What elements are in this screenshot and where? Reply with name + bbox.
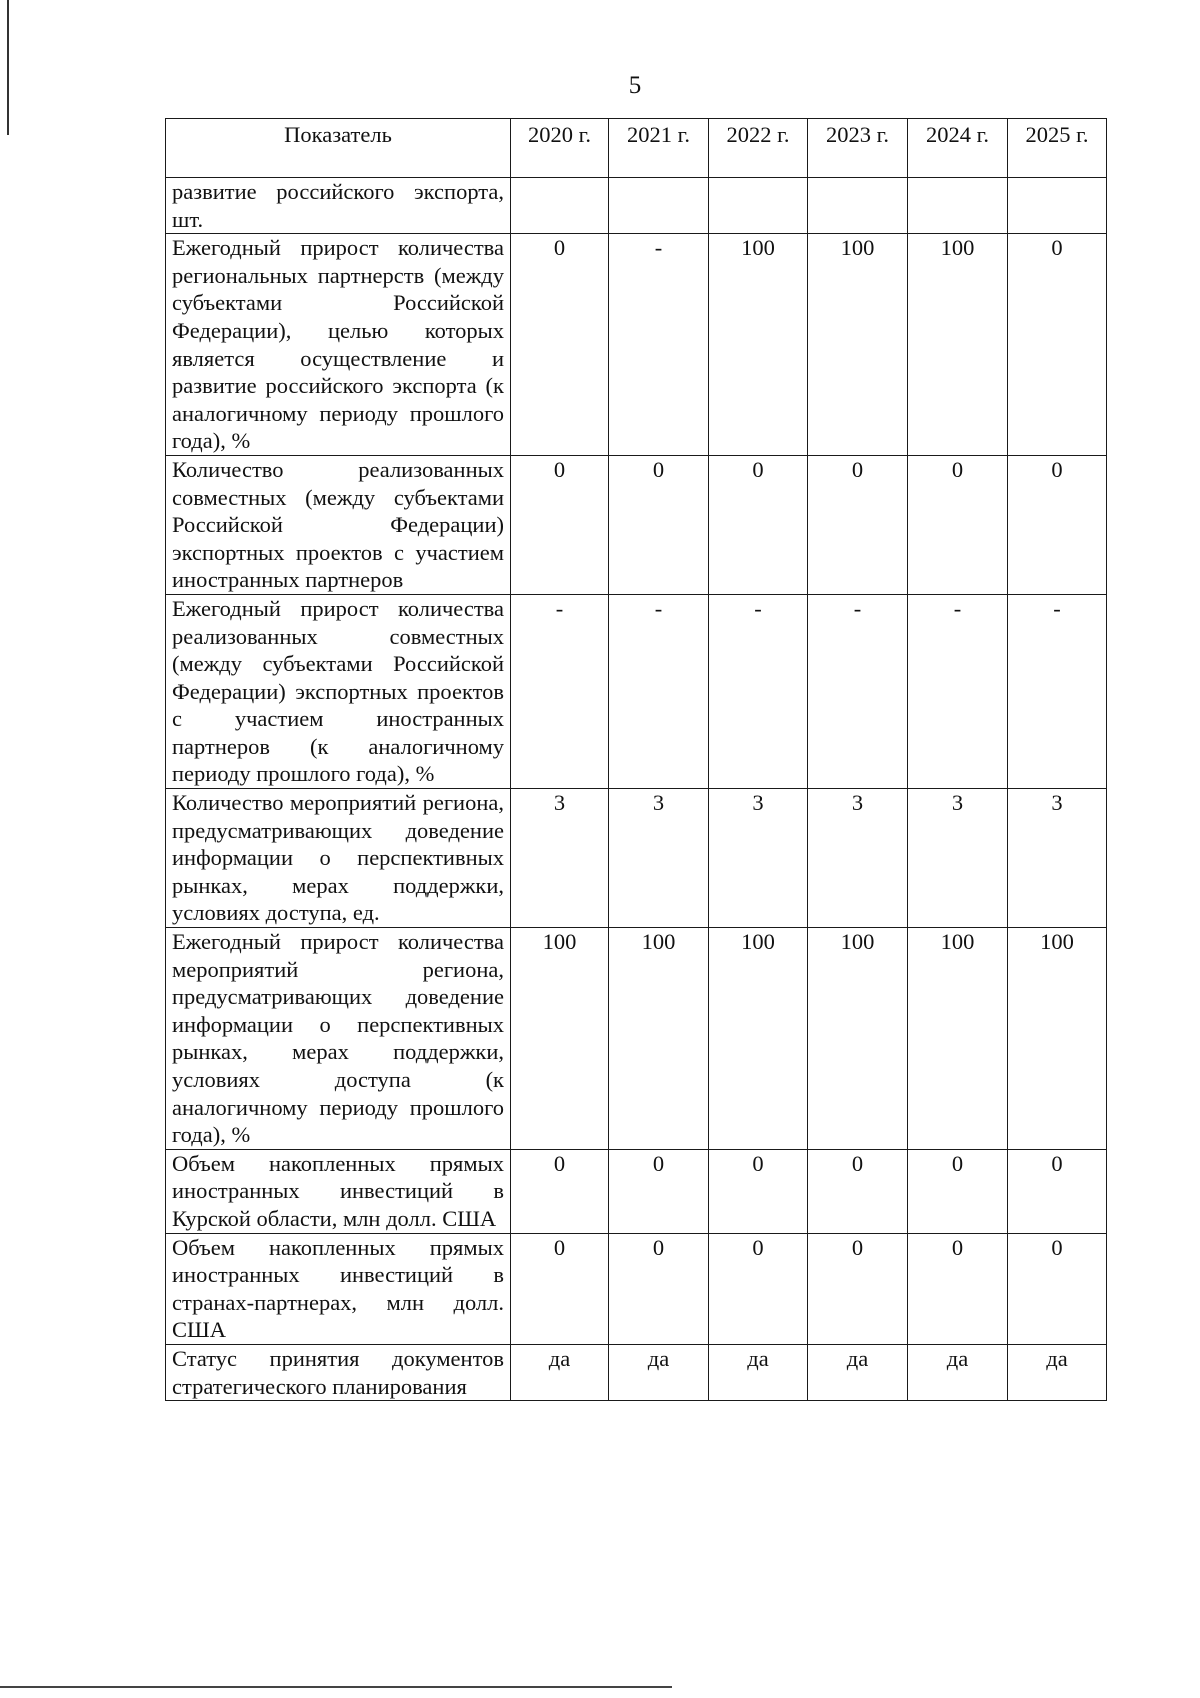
value-2020 [511,178,609,234]
page-bottom-rule [0,1686,672,1688]
value-2023: 100 [808,928,908,1150]
header-indicator: Показатель [166,119,511,178]
header-year-2020: 2020 г. [511,119,609,178]
value-2025: 0 [1008,1149,1107,1233]
indicator-name: Количество реализованных совместных (между субъектами Российской Федерации) экспортных проектов с участием иностранных партнеров [166,455,511,594]
header-year-2022: 2022 г. [709,119,808,178]
value-2023: 100 [808,234,908,456]
value-2025: 0 [1008,1233,1107,1344]
indicators-table [165,118,1107,1401]
page-number: 5 [628,72,642,99]
indicator-name: развитие российского экспорта, шт. [166,178,511,234]
value-2024: 100 [908,928,1008,1150]
value-2023: 0 [808,455,908,594]
value-2023: да [808,1344,908,1400]
table-row [166,594,1107,788]
table-row [166,928,1107,1150]
value-2021: 3 [609,789,709,928]
header-year-2025: 2025 г. [1008,119,1107,178]
header-year-2021: 2021 г. [609,119,709,178]
value-2025: - [1008,594,1107,788]
value-2025: да [1008,1344,1107,1400]
value-2025: 0 [1008,455,1107,594]
value-2022: 0 [709,455,808,594]
value-2023: - [808,594,908,788]
value-2021: 0 [609,1233,709,1344]
value-2024: да [908,1344,1008,1400]
table-row [166,1233,1107,1344]
table-header-row [166,119,1107,178]
value-2025: 100 [1008,928,1107,1150]
value-2024: 3 [908,789,1008,928]
table-row [166,455,1107,594]
value-2022 [709,178,808,234]
value-2020: 0 [511,455,609,594]
indicator-name: Ежегодный прирост количества мероприятий региона, предусматривающих доведение информации о перспективных рынках, мерах поддержки, условиях доступа (к аналогичному периоду прошлого года), % [166,928,511,1150]
value-2024: 0 [908,1149,1008,1233]
value-2021: - [609,594,709,788]
value-2022: 3 [709,789,808,928]
value-2022: да [709,1344,808,1400]
value-2025 [1008,178,1107,234]
value-2025: 3 [1008,789,1107,928]
value-2020: - [511,594,609,788]
value-2021: 0 [609,455,709,594]
value-2021 [609,178,709,234]
value-2021: 100 [609,928,709,1150]
table-row [166,178,1107,234]
indicator-name: Количество мероприятий региона, предусматривающих доведение информации о перспективных рынках, мерах поддержки, условиях доступа, ед. [166,789,511,928]
value-2023: 0 [808,1233,908,1344]
indicator-name: Объем накопленных прямых иностранных инвестиций в странах-партнерах, млн долл. США [166,1233,511,1344]
value-2021: - [609,234,709,456]
value-2024 [908,178,1008,234]
value-2020: 0 [511,1233,609,1344]
value-2021: 0 [609,1149,709,1233]
table-row [166,234,1107,456]
value-2020: 3 [511,789,609,928]
header-year-2024: 2024 г. [908,119,1008,178]
table-row [166,789,1107,928]
value-2020: да [511,1344,609,1400]
value-2023: 0 [808,1149,908,1233]
value-2020: 0 [511,234,609,456]
indicator-name: Объем накопленных прямых иностранных инвестиций в Курской области, млн долл. США [166,1149,511,1233]
value-2024: - [908,594,1008,788]
value-2022: 0 [709,1233,808,1344]
indicator-name: Статус принятия документов стратегического планирования [166,1344,511,1400]
value-2024: 100 [908,234,1008,456]
value-2020: 100 [511,928,609,1150]
scan-edge-mark [7,0,9,135]
table-row [166,1149,1107,1233]
indicator-name: Ежегодный прирост количества региональных партнерств (между субъектами Российской Федерации), целью которых является осуществление и развитие российского экспорта (к аналогичному периоду прошлого года), % [166,234,511,456]
value-2024: 0 [908,1233,1008,1344]
value-2022: 0 [709,1149,808,1233]
value-2021: да [609,1344,709,1400]
value-2024: 0 [908,455,1008,594]
value-2025: 0 [1008,234,1107,456]
header-year-2023: 2023 г. [808,119,908,178]
indicator-name: Ежегодный прирост количества реализованных совместных (между субъектами Российской Федерации) экспортных проектов с участием иностранных партнеров (к аналогичному периоду прошлого года), % [166,594,511,788]
value-2022: 100 [709,234,808,456]
table-row [166,1344,1107,1400]
value-2020: 0 [511,1149,609,1233]
value-2022: 100 [709,928,808,1150]
value-2023 [808,178,908,234]
value-2022: - [709,594,808,788]
value-2023: 3 [808,789,908,928]
